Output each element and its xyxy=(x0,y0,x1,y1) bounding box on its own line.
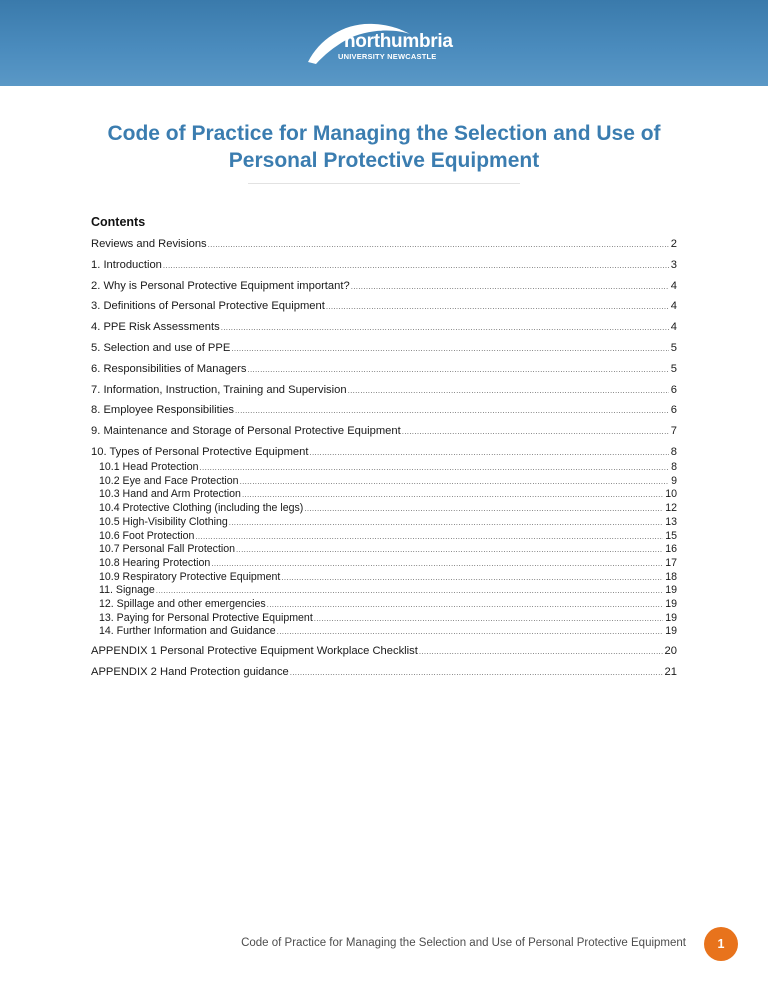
toc-subentry[interactable] xyxy=(91,611,677,625)
document-title-line-2: Personal Protective Equipment xyxy=(228,149,540,172)
toc-subentry[interactable] xyxy=(91,529,677,543)
toc-page-number: 8 xyxy=(671,461,677,473)
toc-leader-dots xyxy=(221,320,669,335)
toc-subentry[interactable] xyxy=(91,597,677,611)
toc-leader-dots xyxy=(267,598,664,611)
toc-label: 1. Introduction xyxy=(91,258,162,271)
toc-label: 10.8 Hearing Protection xyxy=(99,556,211,569)
toc-subentry[interactable] xyxy=(91,556,677,570)
toc-leader-dots xyxy=(211,557,663,570)
toc-subentry[interactable] xyxy=(91,583,677,597)
toc-leader-dots xyxy=(402,424,669,439)
toc-page-number: 15 xyxy=(665,529,677,542)
toc-entry[interactable] xyxy=(91,361,677,377)
toc-entry[interactable] xyxy=(91,382,677,398)
toc-leader-dots xyxy=(235,403,669,418)
toc-page-number: 16 xyxy=(665,543,677,556)
toc-label: 11. Signage xyxy=(99,584,155,597)
toc-label: APPENDIX 2 Hand Protection guidance xyxy=(91,665,289,678)
toc-leader-dots xyxy=(208,237,669,252)
toc-page-number: 4 xyxy=(670,321,677,334)
toc-label: 12. Spillage and other emergencies xyxy=(99,598,266,610)
toc-leader-dots xyxy=(156,584,663,597)
toc-subentry[interactable] xyxy=(91,460,677,474)
document-title xyxy=(60,120,708,174)
toc-subentry[interactable] xyxy=(91,474,677,488)
toc-subentry[interactable] xyxy=(91,624,677,638)
toc-leader-dots xyxy=(419,644,663,659)
toc-page-number: 19 xyxy=(665,598,677,610)
logo-subtitle: UNIVERSITY NEWCASTLE xyxy=(338,52,437,61)
toc-leader-dots xyxy=(314,612,663,625)
toc-entry[interactable] xyxy=(91,643,677,659)
toc-page-number: 5 xyxy=(670,362,677,375)
toc-leader-dots xyxy=(348,383,669,398)
toc-subentry[interactable] xyxy=(91,487,677,501)
toc-leader-dots xyxy=(163,258,669,273)
toc-leader-dots xyxy=(309,445,668,460)
toc-label: 2. Why is Personal Protective Equipment important? xyxy=(91,279,350,292)
logo-wordmark: northumbria xyxy=(344,31,453,52)
toc-page-number: 12 xyxy=(665,502,677,515)
toc-page-number: 4 xyxy=(670,300,677,313)
toc-label: 10.2 Eye and Face Protection xyxy=(99,474,239,487)
toc-label: 10.6 Foot Protection xyxy=(99,529,195,542)
toc-subentry[interactable] xyxy=(91,515,677,529)
toc-entry[interactable] xyxy=(91,423,677,439)
page-number-badge: 1 xyxy=(704,927,738,961)
toc-leader-dots xyxy=(200,461,670,474)
toc-entry[interactable] xyxy=(91,444,677,460)
toc-leader-dots xyxy=(195,530,663,543)
northumbria-logo xyxy=(306,20,468,66)
toc-leader-dots xyxy=(304,502,663,515)
toc-page-number: 9 xyxy=(671,474,677,487)
toc-page-number: 20 xyxy=(664,644,677,657)
header-band xyxy=(0,0,768,86)
toc-entry[interactable] xyxy=(91,340,677,356)
toc-label: 7. Information, Instruction, Training and Supervision xyxy=(91,383,347,396)
toc-entry[interactable] xyxy=(91,278,677,294)
toc-page-number: 19 xyxy=(665,625,677,638)
toc-page-number: 8 xyxy=(670,446,677,458)
toc-label: 3. Definitions of Personal Protective Equipment xyxy=(91,300,325,313)
toc-leader-dots xyxy=(277,625,664,638)
toc-entry[interactable] xyxy=(91,236,677,252)
toc-leader-dots xyxy=(290,665,663,680)
toc-page-number: 6 xyxy=(670,383,677,396)
toc-label: 14. Further Information and Guidance xyxy=(99,625,276,638)
toc-label: Reviews and Revisions xyxy=(91,238,207,250)
toc-page-number: 13 xyxy=(665,515,677,528)
toc-leader-dots xyxy=(231,341,668,356)
toc-entry[interactable] xyxy=(91,257,677,273)
toc-leader-dots xyxy=(326,299,669,314)
toc-entry[interactable] xyxy=(91,298,677,314)
toc-subentry[interactable] xyxy=(91,570,677,584)
toc-subentry[interactable] xyxy=(91,501,677,515)
toc-page-number: 6 xyxy=(670,404,677,417)
toc-page-number: 10 xyxy=(665,488,677,501)
toc-leader-dots xyxy=(351,279,669,294)
toc-entry[interactable] xyxy=(91,664,677,680)
toc-entry[interactable] xyxy=(91,402,677,418)
footer-text: Code of Practice for Managing the Selection and Use of Personal Protective Equipment xyxy=(241,937,686,949)
toc-page-number: 18 xyxy=(665,570,677,583)
toc-page-number: 7 xyxy=(670,425,677,438)
toc-label: 10.1 Head Protection xyxy=(99,461,199,473)
toc-label: APPENDIX 1 Personal Protective Equipment Workplace Checklist xyxy=(91,644,418,657)
toc-label: 6. Responsibilities of Managers xyxy=(91,362,247,375)
toc-leader-dots xyxy=(229,516,663,529)
toc-label: 5. Selection and use of PPE xyxy=(91,342,231,354)
toc-leader-dots xyxy=(242,488,663,501)
toc-subentry[interactable] xyxy=(91,542,677,556)
toc-page-number: 3 xyxy=(670,258,677,271)
contents-heading: Contents xyxy=(91,215,146,229)
toc-label: 10.7 Personal Fall Protection xyxy=(99,543,236,556)
toc-entry[interactable] xyxy=(91,319,677,335)
toc-page-number: 5 xyxy=(670,342,677,354)
toc-page-number: 4 xyxy=(670,279,677,292)
toc-label: 10.4 Protective Clothing (including the legs) xyxy=(99,502,304,515)
toc-page-number: 21 xyxy=(664,665,677,678)
toc-label: 4. PPE Risk Assessments xyxy=(91,321,220,334)
toc-label: 13. Paying for Personal Protective Equipment xyxy=(99,611,313,624)
toc-leader-dots xyxy=(281,571,663,584)
toc-label: 10.5 High-Visibility Clothing xyxy=(99,515,228,528)
toc-label: 9. Maintenance and Storage of Personal Protective Equipment xyxy=(91,425,401,438)
toc-label: 10.9 Respiratory Protective Equipment xyxy=(99,570,281,583)
toc-leader-dots xyxy=(240,475,670,488)
toc-page-number: 17 xyxy=(665,556,677,569)
document-title-line-1: Code of Practice for Managing the Selection and Use of xyxy=(107,122,661,145)
toc-leader-dots xyxy=(247,362,668,377)
toc-label: 10. Types of Personal Protective Equipment xyxy=(91,446,309,458)
toc-page-number: 2 xyxy=(670,238,677,250)
toc-label: 10.3 Hand and Arm Protection xyxy=(99,488,241,501)
toc-leader-dots xyxy=(236,543,663,556)
title-divider xyxy=(248,183,520,184)
toc-page-number: 19 xyxy=(665,611,677,624)
toc-label: 8. Employee Responsibilities xyxy=(91,404,235,417)
toc-page-number: 19 xyxy=(665,584,677,597)
